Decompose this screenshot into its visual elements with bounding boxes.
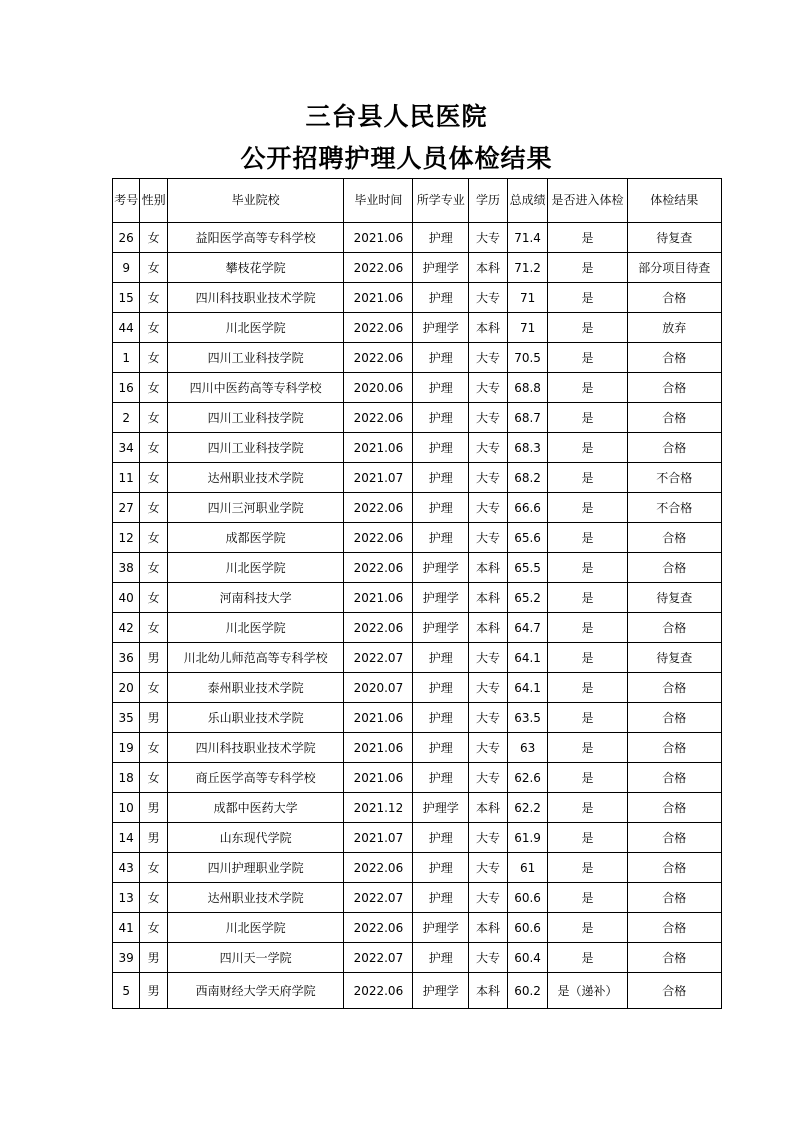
cell-gender: 男 <box>140 643 167 673</box>
cell-school: 四川工业科技学院 <box>167 403 344 433</box>
cell-exam-number: 34 <box>113 433 140 463</box>
cell-entered-exam: 是 <box>548 733 627 763</box>
cell-gender: 女 <box>140 313 167 343</box>
cell-exam-number: 38 <box>113 553 140 583</box>
cell-graduation-date: 2022.06 <box>344 913 413 943</box>
cell-education: 大专 <box>469 223 508 253</box>
cell-exam-number: 42 <box>113 613 140 643</box>
cell-education: 本科 <box>469 583 508 613</box>
cell-education: 本科 <box>469 793 508 823</box>
cell-total-score: 63 <box>507 733 548 763</box>
cell-exam-result: 合格 <box>627 673 721 703</box>
cell-education: 大专 <box>469 853 508 883</box>
cell-total-score: 71 <box>507 313 548 343</box>
cell-school: 四川工业科技学院 <box>167 343 344 373</box>
cell-entered-exam: 是 <box>548 253 627 283</box>
cell-exam-number: 40 <box>113 583 140 613</box>
cell-graduation-date: 2021.06 <box>344 223 413 253</box>
cell-total-score: 65.6 <box>507 523 548 553</box>
cell-entered-exam: 是 <box>548 883 627 913</box>
cell-school: 四川天一学院 <box>167 943 344 973</box>
cell-school: 川北医学院 <box>167 553 344 583</box>
cell-graduation-date: 2022.06 <box>344 853 413 883</box>
table-row <box>113 433 722 463</box>
cell-exam-number: 36 <box>113 643 140 673</box>
cell-exam-result: 合格 <box>627 433 721 463</box>
cell-gender: 女 <box>140 463 167 493</box>
cell-school: 川北医学院 <box>167 313 344 343</box>
cell-school: 达州职业技术学院 <box>167 463 344 493</box>
cell-exam-result: 合格 <box>627 943 721 973</box>
cell-total-score: 60.6 <box>507 913 548 943</box>
cell-education: 大专 <box>469 493 508 523</box>
cell-total-score: 61 <box>507 853 548 883</box>
cell-graduation-date: 2022.06 <box>344 493 413 523</box>
cell-gender: 男 <box>140 943 167 973</box>
cell-entered-exam: 是（递补） <box>548 973 627 1009</box>
cell-entered-exam: 是 <box>548 763 627 793</box>
table-header <box>113 179 722 223</box>
cell-major: 护理 <box>413 463 469 493</box>
header-school: 毕业院校 <box>167 179 344 223</box>
table-row <box>113 523 722 553</box>
header-entered-exam: 是否进入体检 <box>548 179 627 223</box>
cell-exam-number: 12 <box>113 523 140 553</box>
cell-graduation-date: 2022.06 <box>344 553 413 583</box>
cell-exam-result: 部分项目待查 <box>627 253 721 283</box>
table-row <box>113 793 722 823</box>
table-row <box>113 733 722 763</box>
cell-entered-exam: 是 <box>548 313 627 343</box>
cell-major: 护理 <box>413 883 469 913</box>
cell-exam-number: 10 <box>113 793 140 823</box>
cell-exam-result: 合格 <box>627 403 721 433</box>
header-major: 所学专业 <box>413 179 469 223</box>
cell-total-score: 71 <box>507 283 548 313</box>
cell-entered-exam: 是 <box>548 823 627 853</box>
cell-exam-result: 合格 <box>627 793 721 823</box>
cell-exam-number: 19 <box>113 733 140 763</box>
header-row <box>113 179 722 223</box>
cell-gender: 女 <box>140 403 167 433</box>
cell-entered-exam: 是 <box>548 523 627 553</box>
cell-major: 护理 <box>413 823 469 853</box>
table-row <box>113 703 722 733</box>
cell-major: 护理 <box>413 523 469 553</box>
cell-total-score: 60.6 <box>507 883 548 913</box>
cell-entered-exam: 是 <box>548 553 627 583</box>
cell-total-score: 63.5 <box>507 703 548 733</box>
cell-total-score: 71.4 <box>507 223 548 253</box>
table-row <box>113 583 722 613</box>
cell-education: 大专 <box>469 703 508 733</box>
cell-gender: 女 <box>140 523 167 553</box>
cell-gender: 女 <box>140 853 167 883</box>
table-body <box>113 223 722 1009</box>
cell-entered-exam: 是 <box>548 793 627 823</box>
cell-entered-exam: 是 <box>548 643 627 673</box>
cell-graduation-date: 2022.06 <box>344 313 413 343</box>
header-exam-number: 考号 <box>113 179 140 223</box>
table-row <box>113 763 722 793</box>
cell-exam-number: 43 <box>113 853 140 883</box>
cell-education: 大专 <box>469 673 508 703</box>
results-table <box>112 178 722 1009</box>
table-row <box>113 283 722 313</box>
cell-graduation-date: 2022.07 <box>344 643 413 673</box>
cell-education: 大专 <box>469 823 508 853</box>
cell-gender: 女 <box>140 493 167 523</box>
cell-school: 四川科技职业技术学院 <box>167 733 344 763</box>
cell-school: 山东现代学院 <box>167 823 344 853</box>
cell-school: 攀枝花学院 <box>167 253 344 283</box>
cell-entered-exam: 是 <box>548 493 627 523</box>
cell-total-score: 71.2 <box>507 253 548 283</box>
document-subtitle: 公开招聘护理人员体检结果 <box>240 144 553 173</box>
cell-entered-exam: 是 <box>548 373 627 403</box>
cell-exam-number: 16 <box>113 373 140 403</box>
header-education: 学历 <box>469 179 508 223</box>
cell-exam-result: 不合格 <box>627 493 721 523</box>
cell-total-score: 64.1 <box>507 643 548 673</box>
cell-total-score: 65.5 <box>507 553 548 583</box>
cell-exam-result: 合格 <box>627 883 721 913</box>
cell-school: 达州职业技术学院 <box>167 883 344 913</box>
document-title: 三台县人民医院 <box>305 102 488 131</box>
table-row <box>113 373 722 403</box>
cell-education: 大专 <box>469 523 508 553</box>
table-row <box>113 493 722 523</box>
cell-exam-result: 合格 <box>627 973 721 1009</box>
cell-education: 大专 <box>469 373 508 403</box>
cell-total-score: 68.2 <box>507 463 548 493</box>
cell-education: 大专 <box>469 463 508 493</box>
cell-exam-result: 合格 <box>627 283 721 313</box>
cell-exam-result: 合格 <box>627 373 721 403</box>
cell-education: 本科 <box>469 613 508 643</box>
cell-major: 护理 <box>413 403 469 433</box>
table-row <box>113 883 722 913</box>
cell-school: 川北医学院 <box>167 913 344 943</box>
cell-major: 护理 <box>413 943 469 973</box>
cell-exam-result: 合格 <box>627 613 721 643</box>
cell-gender: 女 <box>140 253 167 283</box>
cell-exam-number: 41 <box>113 913 140 943</box>
cell-total-score: 62.2 <box>507 793 548 823</box>
cell-exam-number: 15 <box>113 283 140 313</box>
cell-education: 大专 <box>469 763 508 793</box>
cell-exam-result: 待复查 <box>627 643 721 673</box>
table-row <box>113 403 722 433</box>
cell-gender: 女 <box>140 223 167 253</box>
cell-gender: 女 <box>140 583 167 613</box>
cell-exam-result: 合格 <box>627 733 721 763</box>
cell-graduation-date: 2021.12 <box>344 793 413 823</box>
cell-graduation-date: 2022.07 <box>344 883 413 913</box>
cell-exam-number: 44 <box>113 313 140 343</box>
cell-school: 川北医学院 <box>167 613 344 643</box>
table-row <box>113 553 722 583</box>
cell-major: 护理 <box>413 493 469 523</box>
cell-education: 大专 <box>469 283 508 313</box>
header-exam-result: 体检结果 <box>627 179 721 223</box>
cell-total-score: 66.6 <box>507 493 548 523</box>
cell-gender: 女 <box>140 733 167 763</box>
cell-exam-result: 放弃 <box>627 313 721 343</box>
cell-education: 大专 <box>469 883 508 913</box>
cell-school: 乐山职业技术学院 <box>167 703 344 733</box>
cell-total-score: 70.5 <box>507 343 548 373</box>
cell-major: 护理学 <box>413 793 469 823</box>
cell-exam-result: 合格 <box>627 763 721 793</box>
cell-exam-result: 合格 <box>627 523 721 553</box>
cell-gender: 女 <box>140 913 167 943</box>
cell-major: 护理学 <box>413 913 469 943</box>
cell-major: 护理 <box>413 373 469 403</box>
cell-graduation-date: 2021.07 <box>344 463 413 493</box>
cell-exam-number: 9 <box>113 253 140 283</box>
cell-gender: 女 <box>140 673 167 703</box>
cell-entered-exam: 是 <box>548 673 627 703</box>
cell-total-score: 60.2 <box>507 973 548 1009</box>
cell-entered-exam: 是 <box>548 943 627 973</box>
table-row <box>113 943 722 973</box>
cell-major: 护理 <box>413 733 469 763</box>
cell-major: 护理 <box>413 433 469 463</box>
cell-graduation-date: 2020.07 <box>344 673 413 703</box>
cell-graduation-date: 2022.06 <box>344 613 413 643</box>
cell-gender: 女 <box>140 373 167 403</box>
cell-graduation-date: 2022.06 <box>344 973 413 1009</box>
cell-major: 护理学 <box>413 583 469 613</box>
cell-total-score: 68.8 <box>507 373 548 403</box>
cell-total-score: 65.2 <box>507 583 548 613</box>
cell-major: 护理 <box>413 853 469 883</box>
header-graduation-date: 毕业时间 <box>344 179 413 223</box>
cell-total-score: 64.1 <box>507 673 548 703</box>
cell-major: 护理 <box>413 763 469 793</box>
cell-education: 本科 <box>469 253 508 283</box>
cell-exam-result: 不合格 <box>627 463 721 493</box>
cell-graduation-date: 2021.07 <box>344 823 413 853</box>
cell-major: 护理学 <box>413 973 469 1009</box>
cell-school: 四川工业科技学院 <box>167 433 344 463</box>
cell-entered-exam: 是 <box>548 343 627 373</box>
cell-major: 护理 <box>413 223 469 253</box>
table-row <box>113 613 722 643</box>
cell-exam-number: 13 <box>113 883 140 913</box>
cell-graduation-date: 2021.06 <box>344 583 413 613</box>
cell-gender: 男 <box>140 793 167 823</box>
cell-gender: 女 <box>140 763 167 793</box>
cell-total-score: 60.4 <box>507 943 548 973</box>
cell-exam-number: 11 <box>113 463 140 493</box>
table-row <box>113 313 722 343</box>
cell-exam-result: 合格 <box>627 703 721 733</box>
cell-total-score: 62.6 <box>507 763 548 793</box>
cell-school: 成都中医药大学 <box>167 793 344 823</box>
table-row <box>113 973 722 1009</box>
cell-major: 护理 <box>413 673 469 703</box>
table-row <box>113 463 722 493</box>
cell-exam-number: 14 <box>113 823 140 853</box>
cell-school: 四川科技职业技术学院 <box>167 283 344 313</box>
cell-gender: 女 <box>140 553 167 583</box>
cell-school: 四川护理职业学院 <box>167 853 344 883</box>
cell-entered-exam: 是 <box>548 463 627 493</box>
cell-gender: 女 <box>140 433 167 463</box>
cell-total-score: 68.3 <box>507 433 548 463</box>
cell-exam-number: 5 <box>113 973 140 1009</box>
cell-gender: 女 <box>140 343 167 373</box>
cell-exam-number: 1 <box>113 343 140 373</box>
cell-education: 本科 <box>469 313 508 343</box>
cell-education: 大专 <box>469 733 508 763</box>
cell-education: 大专 <box>469 433 508 463</box>
cell-entered-exam: 是 <box>548 433 627 463</box>
cell-education: 本科 <box>469 553 508 583</box>
cell-entered-exam: 是 <box>548 403 627 433</box>
table-row <box>113 823 722 853</box>
cell-major: 护理学 <box>413 253 469 283</box>
cell-graduation-date: 2021.06 <box>344 283 413 313</box>
cell-graduation-date: 2021.06 <box>344 763 413 793</box>
cell-exam-number: 18 <box>113 763 140 793</box>
cell-exam-result: 待复查 <box>627 223 721 253</box>
cell-exam-result: 合格 <box>627 343 721 373</box>
cell-entered-exam: 是 <box>548 703 627 733</box>
cell-gender: 男 <box>140 823 167 853</box>
cell-school: 西南财经大学天府学院 <box>167 973 344 1009</box>
cell-major: 护理 <box>413 343 469 373</box>
cell-entered-exam: 是 <box>548 613 627 643</box>
cell-entered-exam: 是 <box>548 283 627 313</box>
cell-education: 大专 <box>469 643 508 673</box>
cell-education: 大专 <box>469 403 508 433</box>
table-row <box>113 673 722 703</box>
cell-entered-exam: 是 <box>548 223 627 253</box>
table-row <box>113 343 722 373</box>
cell-graduation-date: 2021.06 <box>344 433 413 463</box>
cell-gender: 女 <box>140 883 167 913</box>
cell-exam-result: 待复查 <box>627 583 721 613</box>
cell-exam-result: 合格 <box>627 853 721 883</box>
table-row <box>113 643 722 673</box>
cell-graduation-date: 2022.06 <box>344 523 413 553</box>
cell-school: 泰州职业技术学院 <box>167 673 344 703</box>
cell-major: 护理 <box>413 283 469 313</box>
cell-exam-number: 39 <box>113 943 140 973</box>
cell-total-score: 61.9 <box>507 823 548 853</box>
cell-entered-exam: 是 <box>548 913 627 943</box>
cell-exam-result: 合格 <box>627 913 721 943</box>
cell-entered-exam: 是 <box>548 853 627 883</box>
cell-school: 河南科技大学 <box>167 583 344 613</box>
cell-major: 护理学 <box>413 313 469 343</box>
cell-school: 益阳医学高等专科学校 <box>167 223 344 253</box>
cell-exam-result: 合格 <box>627 553 721 583</box>
cell-major: 护理 <box>413 703 469 733</box>
header-gender: 性别 <box>140 179 167 223</box>
cell-education: 本科 <box>469 973 508 1009</box>
cell-exam-number: 2 <box>113 403 140 433</box>
cell-graduation-date: 2022.06 <box>344 403 413 433</box>
cell-total-score: 64.7 <box>507 613 548 643</box>
cell-school: 川北幼儿师范高等专科学校 <box>167 643 344 673</box>
cell-entered-exam: 是 <box>548 583 627 613</box>
cell-gender: 女 <box>140 283 167 313</box>
cell-education: 大专 <box>469 343 508 373</box>
cell-major: 护理 <box>413 643 469 673</box>
cell-exam-number: 26 <box>113 223 140 253</box>
cell-graduation-date: 2022.07 <box>344 943 413 973</box>
cell-exam-number: 27 <box>113 493 140 523</box>
header-total-score: 总成绩 <box>507 179 548 223</box>
cell-total-score: 68.7 <box>507 403 548 433</box>
cell-school: 成都医学院 <box>167 523 344 553</box>
cell-school: 四川中医药高等专科学校 <box>167 373 344 403</box>
cell-graduation-date: 2022.06 <box>344 253 413 283</box>
cell-major: 护理学 <box>413 553 469 583</box>
table-row <box>113 913 722 943</box>
cell-education: 本科 <box>469 913 508 943</box>
table-row <box>113 853 722 883</box>
cell-graduation-date: 2022.06 <box>344 343 413 373</box>
cell-graduation-date: 2020.06 <box>344 373 413 403</box>
table-row <box>113 253 722 283</box>
cell-gender: 女 <box>140 613 167 643</box>
cell-exam-number: 20 <box>113 673 140 703</box>
cell-graduation-date: 2021.06 <box>344 703 413 733</box>
cell-school: 商丘医学高等专科学校 <box>167 763 344 793</box>
cell-education: 大专 <box>469 943 508 973</box>
cell-graduation-date: 2021.06 <box>344 733 413 763</box>
cell-gender: 男 <box>140 973 167 1009</box>
cell-exam-result: 合格 <box>627 823 721 853</box>
table-row <box>113 223 722 253</box>
cell-major: 护理学 <box>413 613 469 643</box>
cell-gender: 男 <box>140 703 167 733</box>
cell-exam-number: 35 <box>113 703 140 733</box>
cell-school: 四川三河职业学院 <box>167 493 344 523</box>
